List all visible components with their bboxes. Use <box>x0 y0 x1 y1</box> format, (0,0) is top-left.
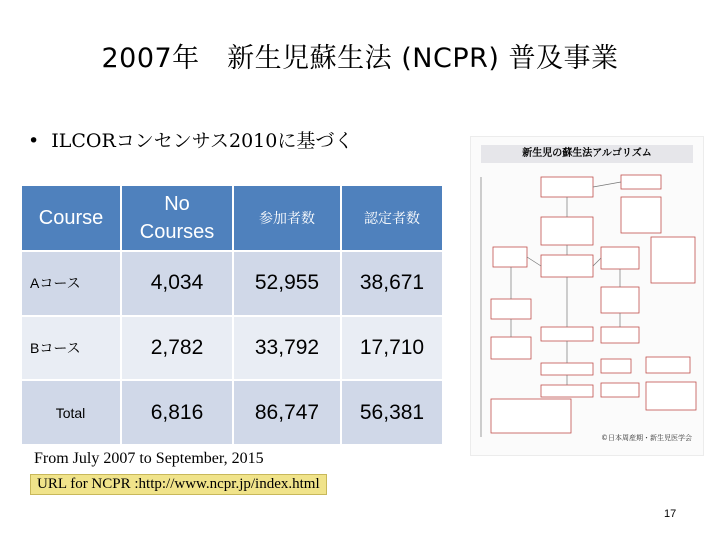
flow-box <box>493 247 527 267</box>
row-label: Aコース <box>21 251 121 316</box>
cell-courses: 6,816 <box>121 380 233 445</box>
cell-certified: 38,671 <box>341 251 443 316</box>
slide-title: 2007年 新生児蘇生法 (NCPR) 普及事業 <box>101 43 619 74</box>
bullet-dot-icon: • <box>28 130 40 152</box>
flow-box <box>601 359 631 373</box>
flow-box <box>541 177 593 197</box>
cell-courses: 2,782 <box>121 316 233 381</box>
flowchart-graphic <box>471 137 703 455</box>
bullet-item <box>28 126 353 153</box>
header-no-courses <box>121 185 233 251</box>
flow-box <box>491 299 531 319</box>
flow-box <box>601 287 639 313</box>
header-participants: 参加者数 <box>233 185 341 251</box>
flow-box <box>541 385 593 397</box>
flow-box <box>646 357 690 373</box>
flow-box <box>541 255 593 277</box>
flow-box <box>491 399 571 433</box>
flow-box <box>491 337 531 359</box>
header-no-line1: No <box>164 193 190 215</box>
flow-box <box>646 382 696 410</box>
header-course: Course <box>21 185 121 251</box>
flow-box <box>601 327 639 343</box>
url-note[interactable]: URL for NCPR :http://www.ncpr.jp/index.html <box>30 474 327 495</box>
flow-box <box>541 363 593 375</box>
cell-participants: 33,792 <box>233 316 341 381</box>
cell-certified: 56,381 <box>341 380 443 445</box>
header-certified: 認定者数 <box>341 185 443 251</box>
cell-participants: 86,747 <box>233 380 341 445</box>
header-no-line2: Courses <box>139 221 215 243</box>
period-note: From July 2007 to September, 2015 <box>34 450 264 467</box>
flow-box <box>541 217 593 245</box>
bullet-text: ILCORコンセンサス2010に基づく <box>51 130 354 152</box>
flow-box <box>651 237 695 283</box>
flow-connector <box>527 257 541 266</box>
figure-footer: ©日本周産期・新生児医学会 <box>601 434 692 442</box>
table-row <box>21 380 443 445</box>
resuscitation-algorithm-figure <box>470 136 704 456</box>
flow-box <box>621 197 661 233</box>
table-row <box>21 316 443 381</box>
flow-box <box>541 327 593 341</box>
cell-courses: 4,034 <box>121 251 233 316</box>
flow-box <box>601 383 639 397</box>
course-stats-table <box>20 184 444 446</box>
flow-box <box>601 247 639 269</box>
figure-title: 新生児の蘇生法アルゴリズム <box>481 145 693 163</box>
cell-certified: 17,710 <box>341 316 443 381</box>
row-label: Total <box>21 380 121 445</box>
flow-connector <box>593 258 601 266</box>
page-number: 17 <box>664 508 677 520</box>
flow-box <box>621 175 661 189</box>
cell-participants: 52,955 <box>233 251 341 316</box>
row-label: Bコース <box>21 316 121 381</box>
flow-connector <box>593 182 621 187</box>
table-row <box>21 251 443 316</box>
